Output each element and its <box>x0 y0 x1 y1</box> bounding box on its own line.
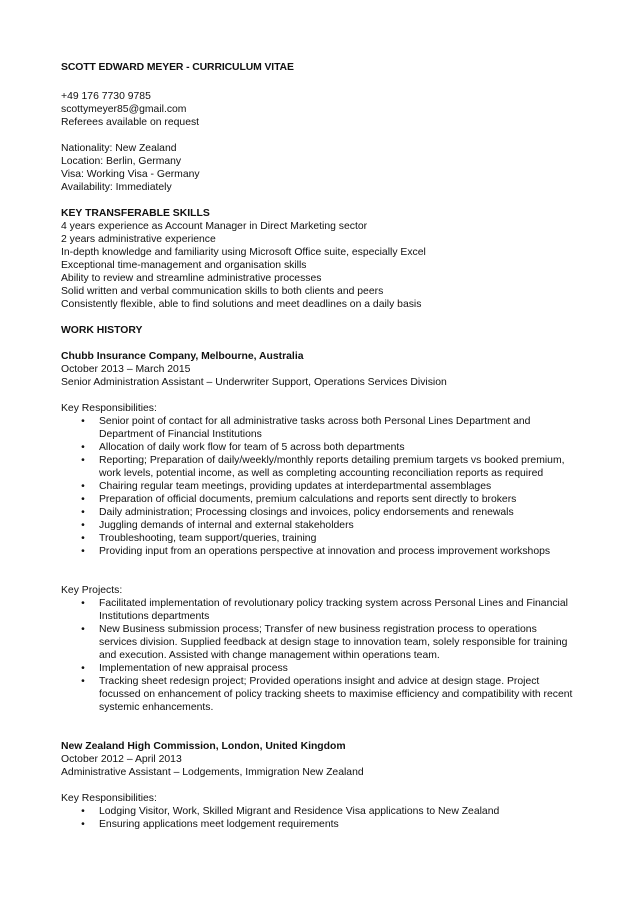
project-text: Implementation of new appraisal process <box>99 663 288 674</box>
bullet-icon: • <box>81 520 85 531</box>
nationality: Nationality: New Zealand <box>61 143 177 154</box>
skill-item: Consistently flexible, able to find solutions and meet deadlines on a daily basis <box>61 299 422 310</box>
job-employer: New Zealand High Commission, London, United Kingdom <box>61 741 346 752</box>
responsibility-text: Troubleshooting, team support/queries, training <box>99 533 317 544</box>
availability: Availability: Immediately <box>61 182 172 193</box>
projects-label: Key Projects: <box>61 585 123 596</box>
location: Location: Berlin, Germany <box>61 156 182 167</box>
job-entry <box>61 350 581 714</box>
responsibilities-label: Key Responsibilities: <box>61 403 157 414</box>
email-address: scottymeyer85@gmail.com <box>61 104 187 115</box>
bullet-icon: • <box>81 455 85 466</box>
bullet-icon: • <box>81 507 85 518</box>
bullet-icon: • <box>81 806 85 817</box>
list-item <box>61 597 577 623</box>
bullet-icon: • <box>81 481 85 492</box>
list-item <box>61 493 577 506</box>
projects-list <box>61 597 581 714</box>
project-text: Tracking sheet redesign project; Provided operations insight and advice at design stage. Project focussed on enhancement of policy tracking sheets to maximise efficiency and compatibility with recent systemic enhancements. <box>99 676 573 713</box>
bullet-icon: • <box>81 624 85 635</box>
bullet-icon: • <box>81 676 85 687</box>
skills-list <box>61 220 581 311</box>
bullet-icon: • <box>81 416 85 427</box>
responsibility-text: Reporting; Preparation of daily/weekly/monthly reports detailing premium targets vs booked premium, work levels, potential income, as well as completing accounting reconciliation reports as required <box>99 455 565 479</box>
skill-item: In-depth knowledge and familiarity using Microsoft Office suite, especially Excel <box>61 247 426 258</box>
responsibility-text: Daily administration; Processing closings and invoices, policy endorsements and renewals <box>99 507 514 518</box>
bullet-icon: • <box>81 442 85 453</box>
skill-item: 2 years administrative experience <box>61 234 216 245</box>
skill-item: Ability to review and streamline administrative processes <box>61 273 322 284</box>
bullet-icon: • <box>81 533 85 544</box>
skill-item: Exceptional time-management and organisation skills <box>61 260 307 271</box>
project-text: Facilitated implementation of revolutionary policy tracking system across Personal Lines and Financial Institutions departments <box>99 598 568 622</box>
list-item <box>61 532 577 545</box>
work-history-heading: WORK HISTORY <box>61 325 143 336</box>
list-item <box>61 675 577 714</box>
job-role: Senior Administration Assistant – Underwriter Support, Operations Services Division <box>61 377 447 388</box>
job-dates: October 2013 – March 2015 <box>61 364 191 375</box>
list-item <box>61 805 577 818</box>
list-item <box>61 818 577 831</box>
responsibility-text: Senior point of contact for all administrative tasks across both Personal Lines Department and Department of Financial Institutions <box>99 416 531 440</box>
job-dates: October 2012 – April 2013 <box>61 754 182 765</box>
responsibility-text: Providing input from an operations perspective at innovation and process improvement workshops <box>99 546 551 557</box>
project-text: New Business submission process; Transfer of new business registration process to operations services division. Supplied feedback at design stage to innovation team, solely responsible for training and execution. Assisted with change management within operations team. <box>99 624 568 661</box>
bullet-icon: • <box>81 598 85 609</box>
list-item <box>61 415 577 441</box>
skill-item: 4 years experience as Account Manager in Direct Marketing sector <box>61 221 368 232</box>
list-item <box>61 623 577 662</box>
responsibility-text: Ensuring applications meet lodgement requirements <box>99 819 339 830</box>
responsibility-text: Juggling demands of internal and external stakeholders <box>99 520 354 531</box>
responsibilities-label: Key Responsibilities: <box>61 793 157 804</box>
bullet-icon: • <box>81 546 85 557</box>
responsibility-text: Lodging Visitor, Work, Skilled Migrant and Residence Visa applications to New Zealand <box>99 806 500 817</box>
list-item <box>61 454 577 480</box>
job-role: Administrative Assistant – Lodgements, Immigration New Zealand <box>61 767 364 778</box>
cv-title: SCOTT EDWARD MEYER - CURRICULUM VITAE <box>61 62 294 73</box>
bullet-icon: • <box>81 819 85 830</box>
job-entry <box>61 740 581 831</box>
phone-number: +49 176 7730 9785 <box>61 91 151 102</box>
bullet-icon: • <box>81 663 85 674</box>
skill-item: Solid written and verbal communication skills to both clients and peers <box>61 286 384 297</box>
list-item <box>61 519 577 532</box>
responsibility-text: Preparation of official documents, premium calculations and reports sent directly to brokers <box>99 494 517 505</box>
responsibility-text: Chairing regular team meetings, providing updates at interdepartmental assemblages <box>99 481 492 492</box>
list-item <box>61 662 577 675</box>
list-item <box>61 545 577 558</box>
visa-status: Visa: Working Visa - Germany <box>61 169 200 180</box>
skills-heading: KEY TRANSFERABLE SKILLS <box>61 208 210 219</box>
list-item <box>61 480 577 493</box>
referees-note: Referees available on request <box>61 117 200 128</box>
list-item <box>61 441 577 454</box>
responsibilities-list <box>61 805 581 831</box>
job-employer: Chubb Insurance Company, Melbourne, Australia <box>61 351 304 362</box>
cv-content <box>61 61 581 831</box>
responsibilities-list <box>61 415 581 558</box>
bullet-icon: • <box>81 494 85 505</box>
responsibility-text: Allocation of daily work flow for team of 5 across both departments <box>99 442 405 453</box>
list-item <box>61 506 577 519</box>
